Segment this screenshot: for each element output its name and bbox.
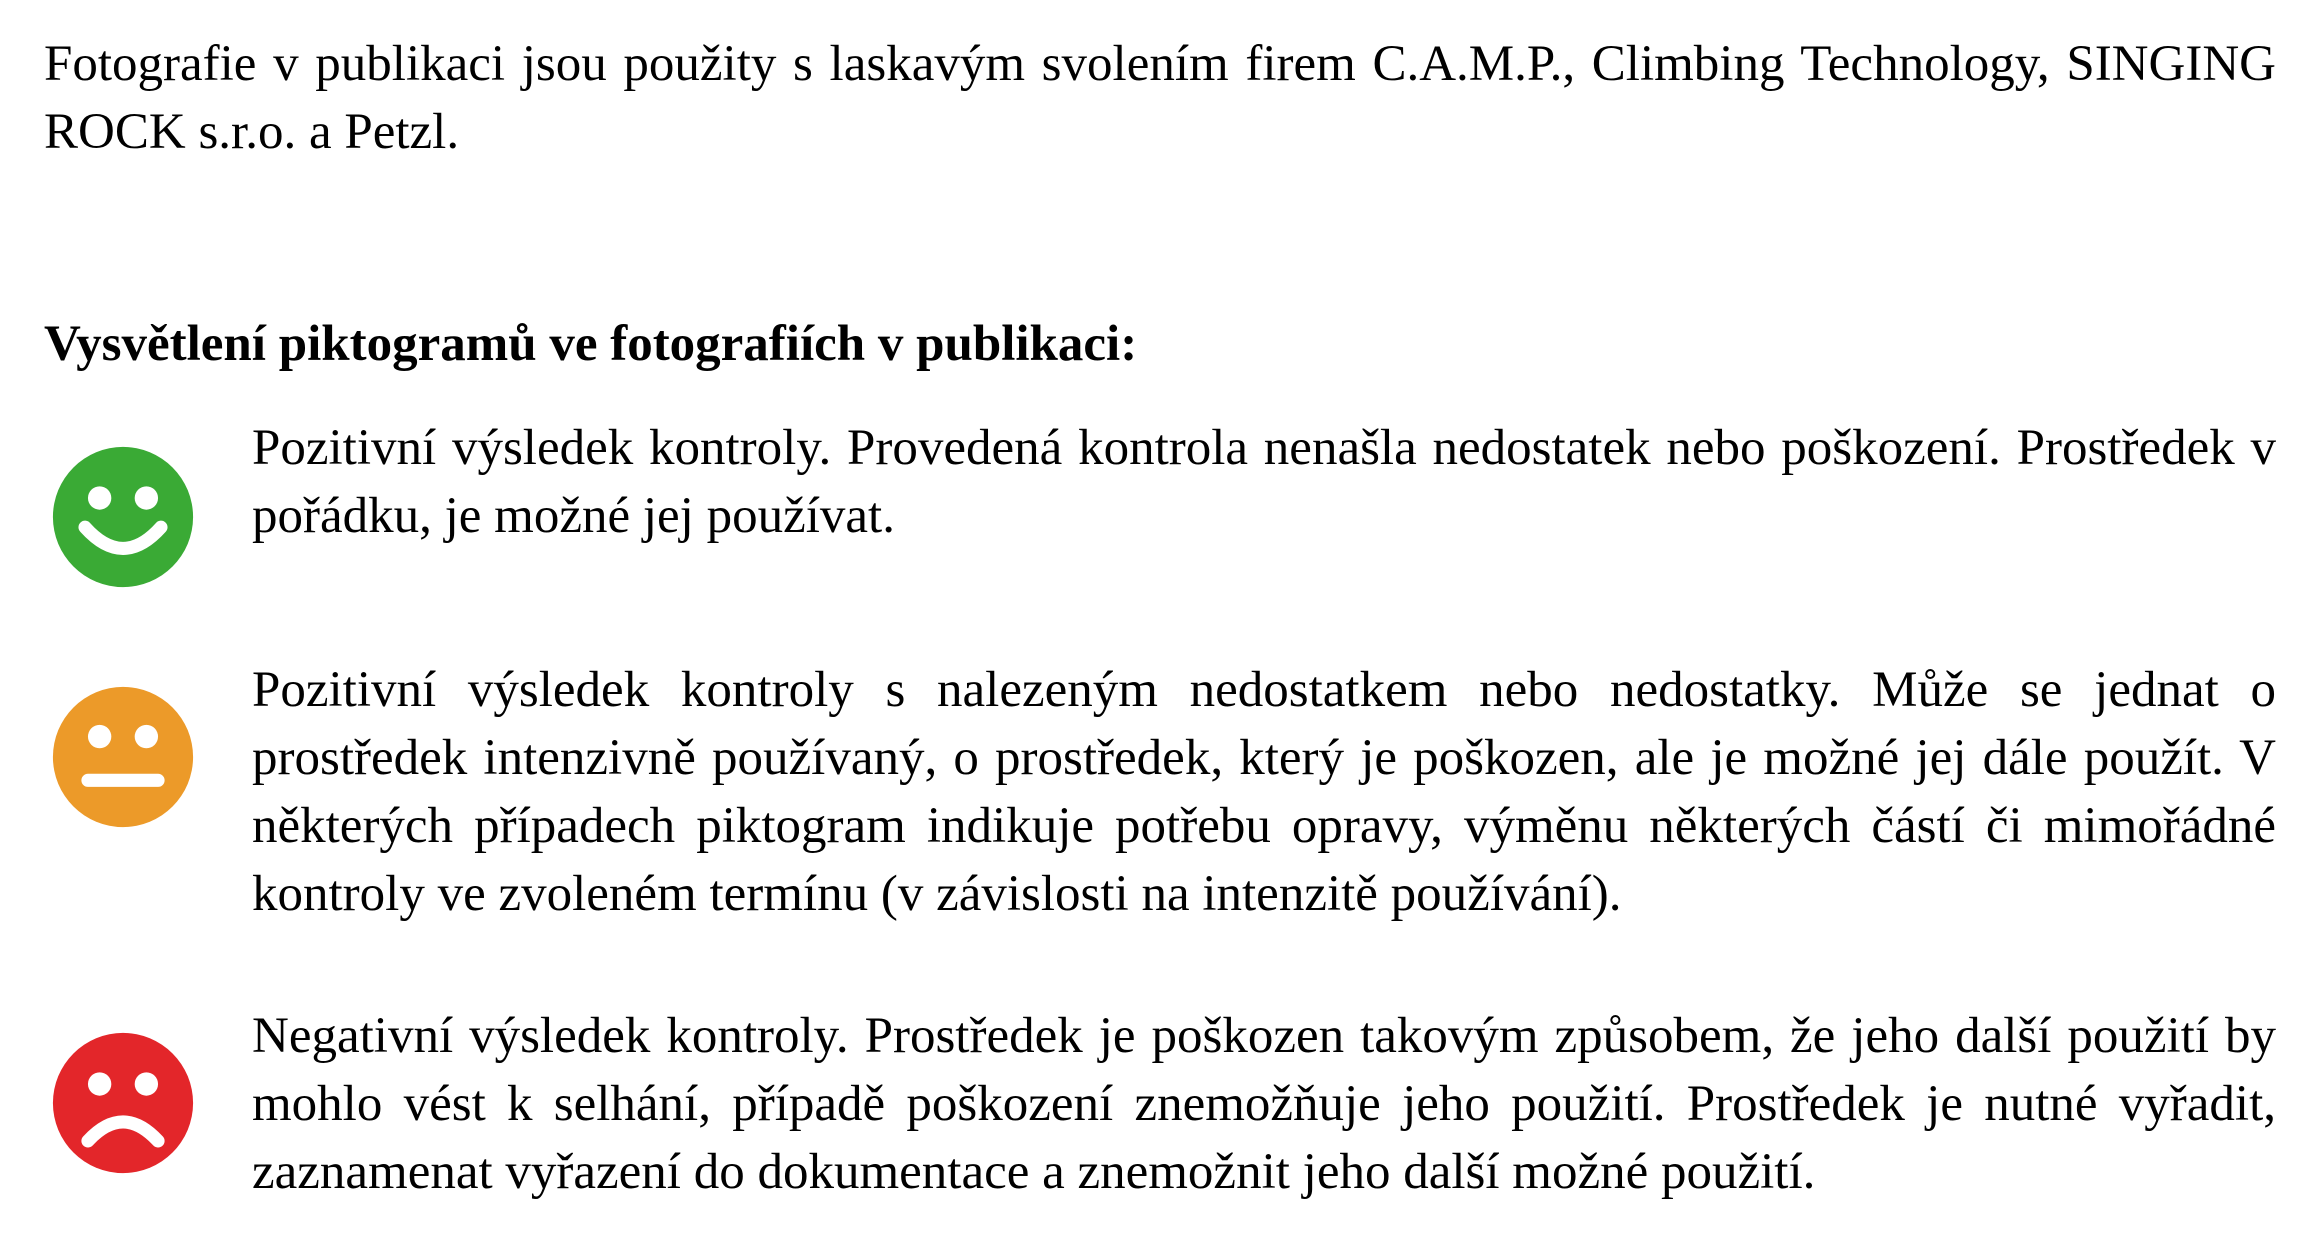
smiley-sad-icon [50, 1030, 196, 1176]
legend-text-positive: Pozitivní výsledek kontroly. Provedená kontrola nenašla nedostatek nebo poškození. Prostředek v pořádku, je možné jej používat. [252, 420, 2276, 544]
legend-text-negative: Negativní výsledek kontroly. Prostředek je poškozen takovým způsobem, že jeho další použití by mohlo vést k selhání, případě poškození znemožňuje jeho použití. Prostředek je nutné vyřadit, zaznamenat vyřazení do dokumentace a znemožnit jeho další možné použití. [252, 1008, 2276, 1200]
smiley-happy-icon [50, 444, 196, 590]
intro-paragraph: Fotografie v publikaci jsou použity s laskavým svolením firem C.A.M.P., Climbing Technology, SINGING ROCK s.r.o. a Petzl. [44, 36, 2276, 160]
legend-heading: Vysvětlení piktogramů ve fotografiích v publikaci: [44, 316, 1138, 372]
smiley-neutral-icon [50, 684, 196, 830]
legend-text-warning: Pozitivní výsledek kontroly s nalezeným nedostatkem nebo nedostatky. Může se jednat o prostředek intenzivně používaný, o prostředek, který je poškozen, ale je možné jej dále použít. V některých případech piktogram indikuje potřebu opravy, výměnu některých částí či mimořádné kontroly ve zvoleném termínu (v závislosti na intenzitě používání). [252, 662, 2276, 922]
